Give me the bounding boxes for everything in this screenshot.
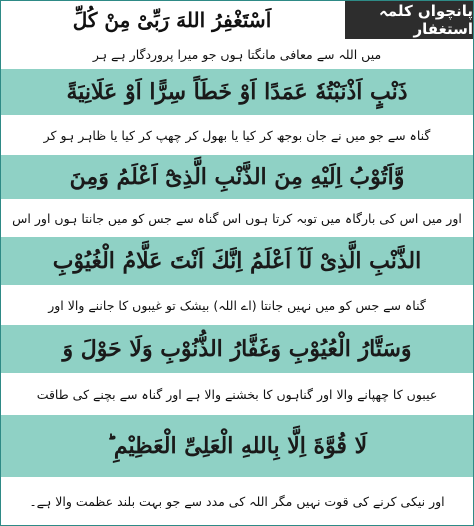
arabic-line-2: وَّاَتُوْبُ اِلَيْهِ مِنَ الذَّنْبِ الَّذِیْٓ اَعْلَمُ وَمِنَ bbox=[1, 155, 473, 199]
arabic-line-3: الذَّنْبِ الَّذِیْ لَآ اَعْلَمُ اِنَّكَ اَنْتَ عَلَّامُ الْغُيُوْبِ bbox=[1, 237, 473, 285]
header-arabic-text: اَسْتَغْفِرُ اللهَ رَبِّیْ مِنْ كُلِّ bbox=[72, 8, 272, 32]
arabic-line-4: وَسَتَّارُ الْعُيُوْبِ وَغَفَّارُ الذُّنُوْبِ وَلَا حَوْلَ وَ bbox=[1, 325, 473, 373]
page-title: پانچواں کلمہ استغفار bbox=[345, 1, 473, 39]
header-bar bbox=[1, 1, 473, 39]
translation-line-5: عیبوں کا چھپانے والا اور گناہوں کا بخشنے والا ہے اور گناہ سے بچنے کی طاقت bbox=[1, 373, 473, 415]
arabic-line-1: ذَنْبٍ اَذْنَبْتُهٗ عَمَدًا اَوْ خَطَاً سِرًّا اَوْ عَلَانِيَةً bbox=[1, 69, 473, 115]
translation-line-6: اور نیکی کرنے کی قوت نہیں مگر اللہ کی مدد سے جو بہت بلند عظمت والا ہے۔ bbox=[1, 477, 473, 525]
arabic-line-5: لَا قُوَّةَ اِلَّا بِاللهِ الْعَلِیِّ الْعَظِيْمِ ؕ bbox=[1, 415, 473, 477]
translation-line-2: گناہ سے جو میں نے جان بوجھ کر کیا یا بھول کر چھپ کر کیا یا ظاہر ہو کر bbox=[1, 115, 473, 155]
translation-line-4: گناہ سے جس کو میں نہیں جانتا (اے اللہ) بیشک تو غیبوں کا جاننے والا اور bbox=[1, 285, 473, 325]
translation-line-1: میں اللہ سے معافی مانگتا ہوں جو میرا پروردگار ہے ہر bbox=[1, 39, 473, 69]
translation-line-3: اور میں اس کی بارگاہ میں توبہ کرتا ہوں اس گناہ سے جس کو میں جانتا ہوں اور اس bbox=[1, 199, 473, 237]
